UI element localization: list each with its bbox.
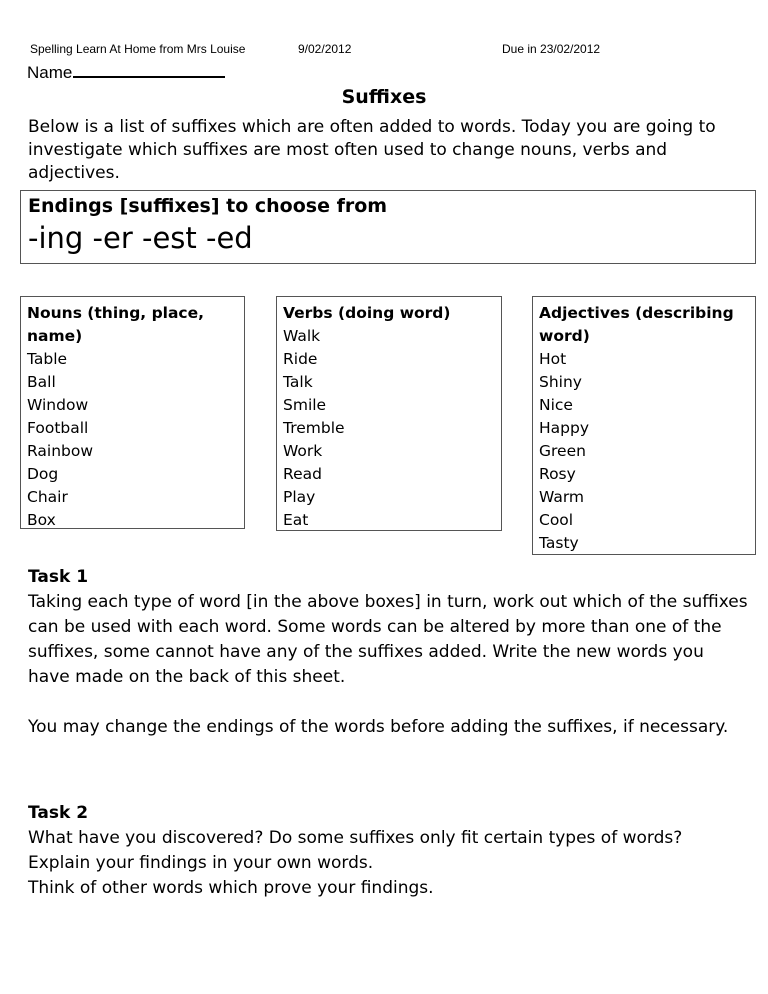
word-item: Box xyxy=(27,511,56,529)
word-item: Play xyxy=(283,488,316,506)
verbs-heading: Verbs (doing word) xyxy=(283,304,451,322)
word-item: Table xyxy=(27,350,68,368)
task2-line-3: Think of other words which prove your findings. xyxy=(28,878,434,898)
word-item: Football xyxy=(27,419,89,437)
suffix-list: -ing -er -est -ed xyxy=(28,221,253,255)
word-item: Ride xyxy=(283,350,318,368)
date-label: 9/02/2012 xyxy=(298,42,352,56)
course-label: Spelling Learn At Home from Mrs Louise xyxy=(30,42,246,56)
task1-instructions: Taking each type of word [in the above boxes] in turn, work out which of the suffixes can be used with each word. Some words can be altered by more than one of the suffixes, some cannot have any of the suffixes added. Write the new words you have made on the back of this sheet. xyxy=(28,592,748,687)
word-item: Tremble xyxy=(283,419,345,437)
word-item: Nice xyxy=(539,396,573,414)
task2-heading: Task 2 xyxy=(28,803,89,823)
adjectives-list xyxy=(539,348,749,555)
nouns-box xyxy=(20,296,245,529)
word-item: Eat xyxy=(283,511,309,529)
endings-box xyxy=(20,190,756,264)
task1-note: You may change the endings of the words before adding the suffixes, if necessary. xyxy=(28,717,729,737)
nouns-list xyxy=(27,348,238,532)
verbs-list xyxy=(283,325,495,532)
word-item: Ball xyxy=(27,373,56,391)
word-item: Talk xyxy=(283,373,313,391)
name-field xyxy=(27,62,225,83)
word-item: Work xyxy=(283,442,323,460)
nouns-heading: Nouns (thing, place, name) xyxy=(27,304,205,345)
verbs-box xyxy=(276,296,502,531)
word-item: Cool xyxy=(539,511,574,529)
due-date-label: Due in 23/02/2012 xyxy=(502,42,601,56)
task2-line-2: Explain your findings in your own words. xyxy=(28,853,374,873)
name-blank-line xyxy=(73,62,225,78)
word-item: Hot xyxy=(539,350,567,368)
word-item: Window xyxy=(27,396,89,414)
word-item: Shiny xyxy=(539,373,582,391)
word-item: Happy xyxy=(539,419,590,437)
endings-heading: Endings [suffixes] to choose from xyxy=(28,195,388,217)
name-label: Name xyxy=(27,63,73,82)
word-item: Rosy xyxy=(539,465,576,483)
page-title: Suffixes xyxy=(341,86,427,108)
word-item: Smile xyxy=(283,396,327,414)
word-item: Tasty xyxy=(539,534,579,552)
word-item: Rainbow xyxy=(27,442,94,460)
word-item: Walk xyxy=(283,327,321,345)
word-item: Warm xyxy=(539,488,585,506)
word-item: Chair xyxy=(27,488,68,506)
word-item: Read xyxy=(283,465,322,483)
task1-heading: Task 1 xyxy=(28,567,89,587)
intro-paragraph: Below is a list of suffixes which are often added to words. Today you are going to investigate which suffixes are most often used to change nouns, verbs and adjectives. xyxy=(28,117,716,183)
task2-section xyxy=(28,801,748,901)
word-item: Dog xyxy=(27,465,59,483)
adjectives-heading: Adjectives (describing word) xyxy=(539,304,734,345)
adjectives-box xyxy=(532,296,756,555)
task1-section xyxy=(28,565,748,740)
word-item: Green xyxy=(539,442,586,460)
task2-line-1: What have you discovered? Do some suffixes only fit certain types of words? xyxy=(28,828,683,848)
